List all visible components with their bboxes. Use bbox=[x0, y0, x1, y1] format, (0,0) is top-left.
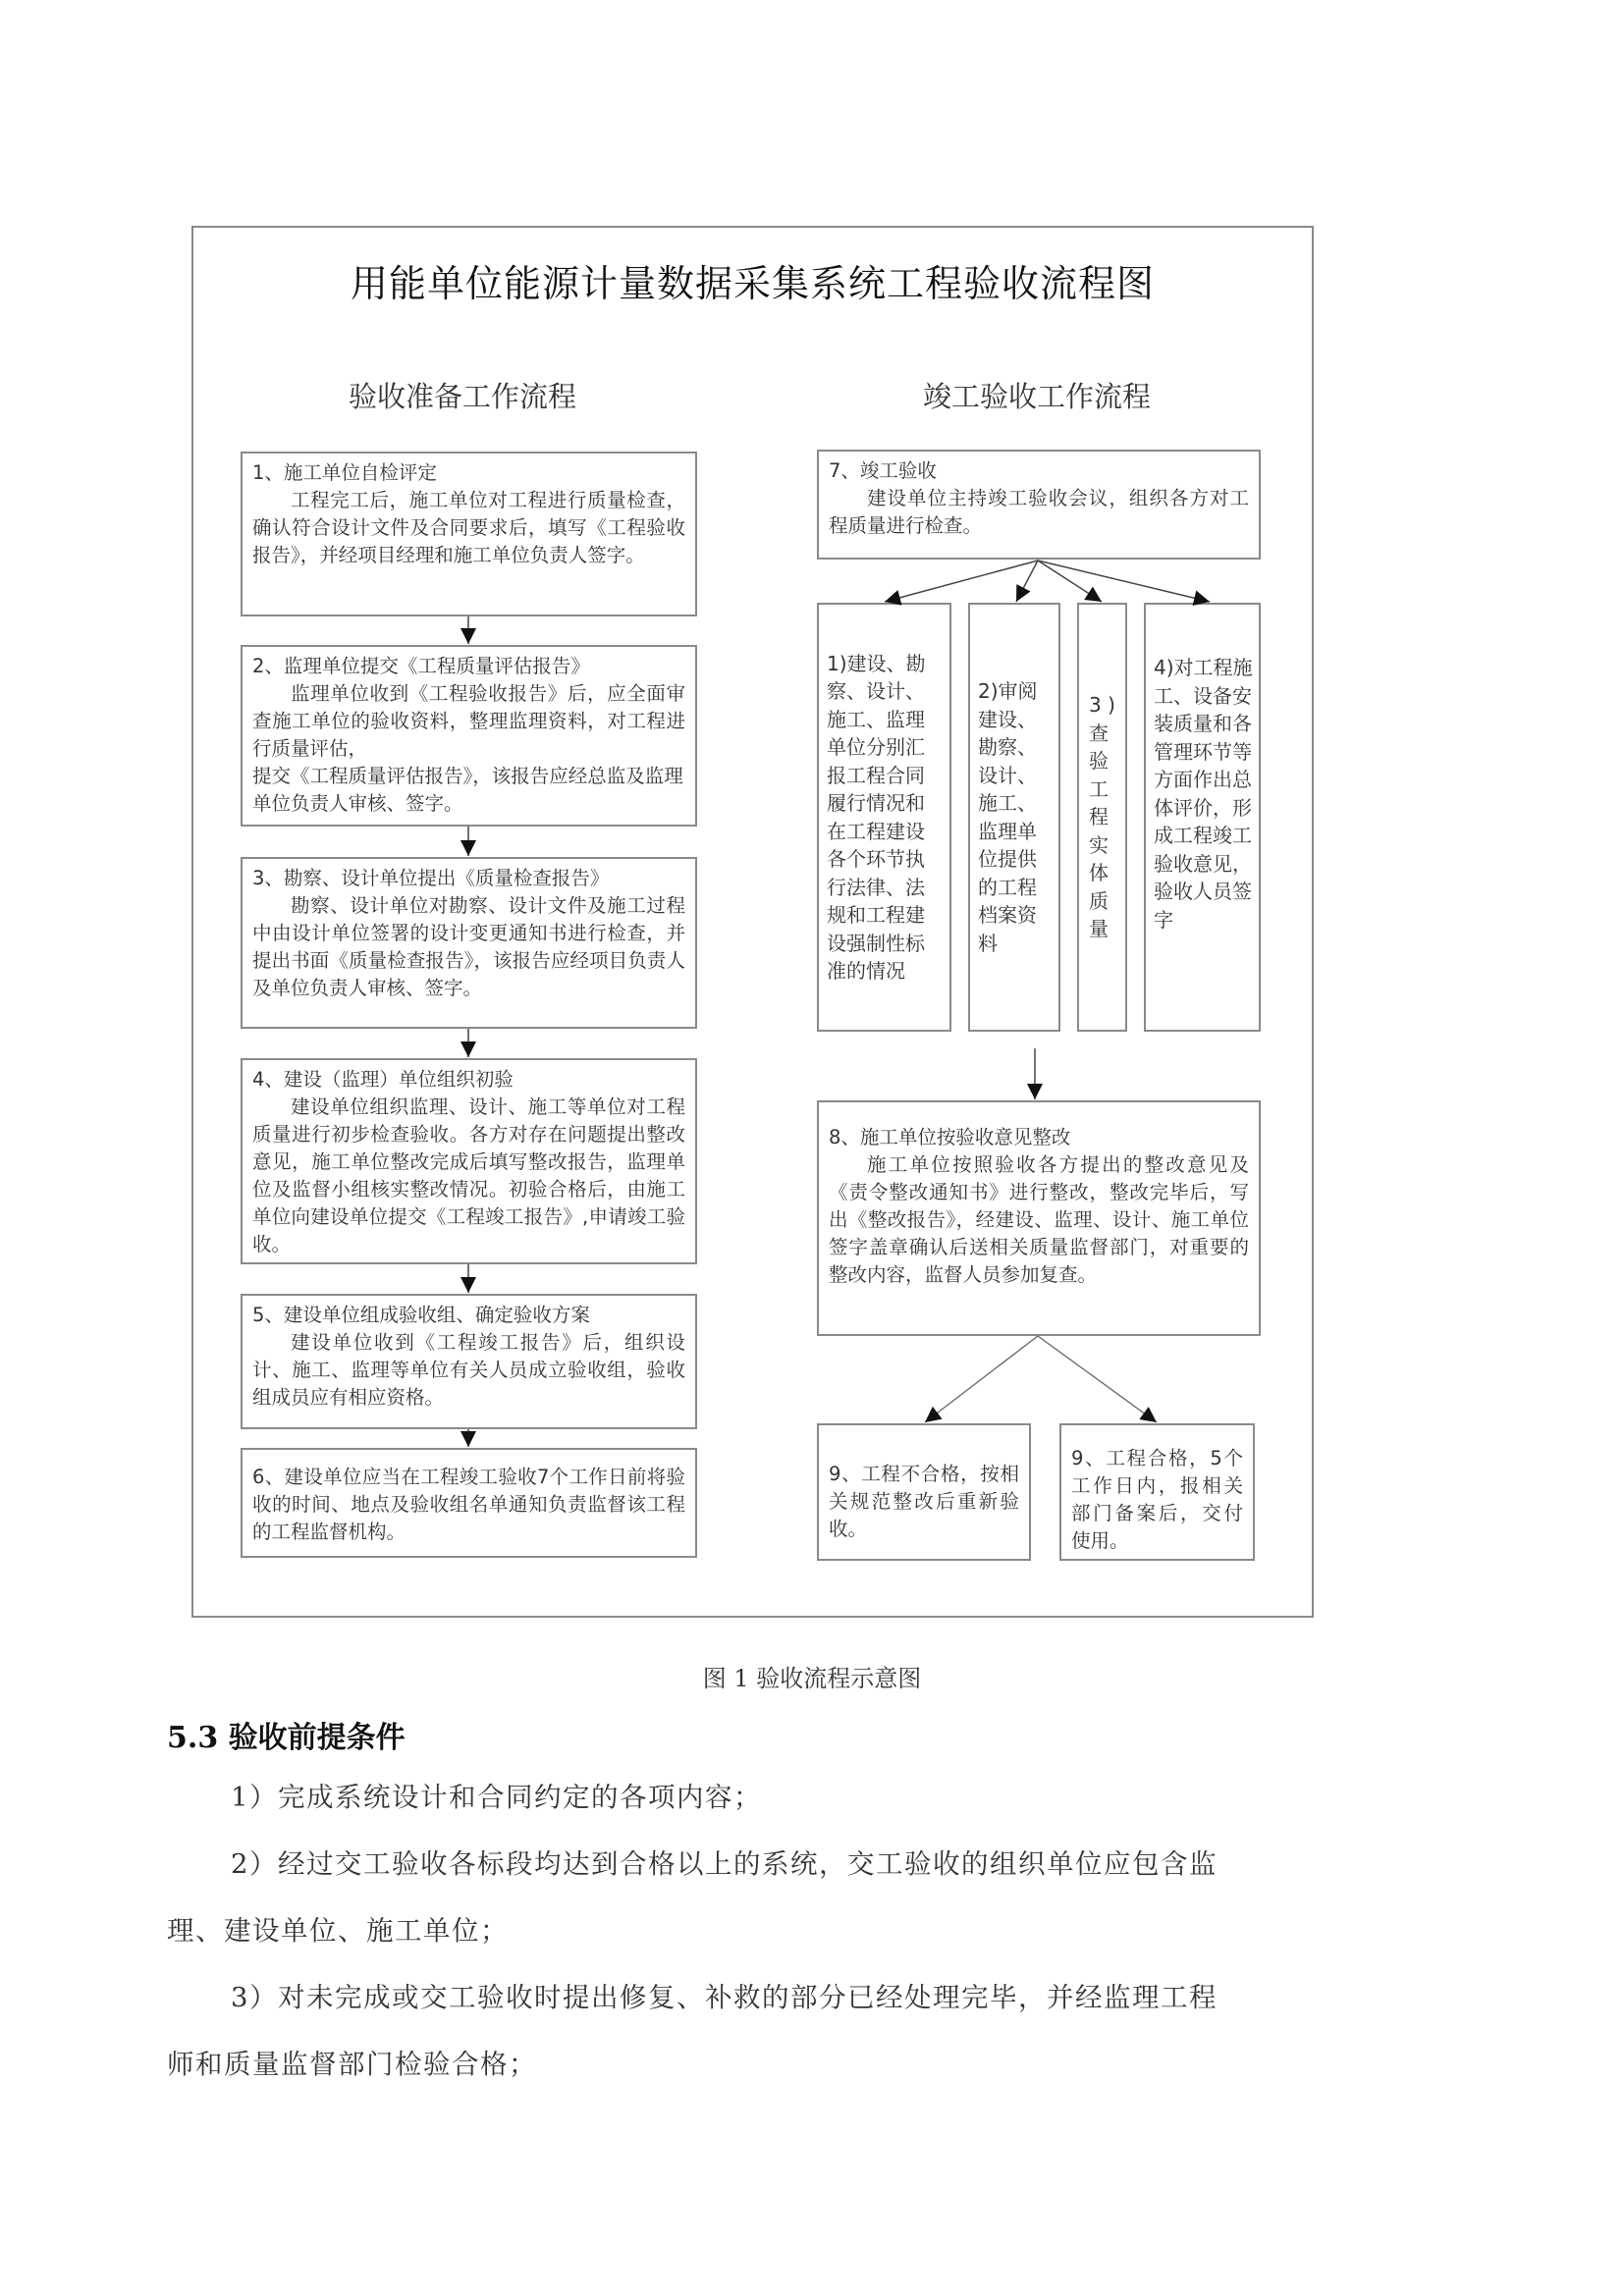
condition-text: 3）对未完成或交工验收时提出修复、补救的部分已经处理完毕，并经监理工程 bbox=[231, 1982, 1218, 2013]
step-heading: 7、竣工验收 bbox=[829, 459, 937, 482]
step-body: 工程完工后，施工单位对工程进行质量检查，确认符合设计文件及合同要求后，填写《工程验收报告》，并经项目经理和施工单位负责人签字。 bbox=[252, 489, 685, 566]
condition-2 bbox=[167, 1834, 1389, 1895]
outcome-text: 9、工程不合格，按相关规范整改后重新验收。 bbox=[829, 1463, 1019, 1540]
step-body: 建设单位组织监理、设计、施工等单位对工程质量进行初步检查验收。各方对存在问题提出整改意见，施工单位整改完成后填写整改报告，监理单位及监督小组核实整改情况。初验合格后，由施工单位向建设单位提交《工程竣工报告》,申请竣工验收。 bbox=[252, 1095, 685, 1255]
left-column-heading: 验收准备工作流程 bbox=[349, 380, 577, 413]
step-heading: 3、勘察、设计单位提出《质量检查报告》 bbox=[252, 867, 610, 889]
check-text: 3 )查验工程实体质量 bbox=[1089, 693, 1115, 941]
step-heading: 5、建设单位组成验收组、确定验收方案 bbox=[252, 1304, 590, 1326]
check-text: 2)审阅建设、勘察、设计、施工、监理单位提供的工程档案资料 bbox=[978, 679, 1038, 955]
condition-3-continued bbox=[167, 2034, 1389, 2095]
arrow-7-to-check-4 bbox=[1038, 561, 1210, 602]
step-body-continued: 提交《工程质量评估报告》，该报告应经总监及监理单位负责人审核、签字。 bbox=[252, 765, 683, 815]
outcome-text: 9、工程合格，5个工作日内，报相关部门备案后，交付使用。 bbox=[1071, 1447, 1243, 1552]
step-body: 建设单位收到《工程竣工报告》后，组织设计、施工、监理等单位有关人员成立验收组，验收组成员应有相应资格。 bbox=[252, 1331, 685, 1409]
step-heading: 4、建设（监理）单位组织初验 bbox=[252, 1068, 514, 1091]
step-body: 建设单位主持竣工验收会议，组织各方对工程质量进行检查。 bbox=[829, 487, 1249, 537]
condition-text: 1）完成系统设计和合同约定的各项内容； bbox=[231, 1782, 762, 1813]
arrow-7-to-check-2 bbox=[1016, 561, 1038, 602]
step-heading: 8、施工单位按验收意见整改 bbox=[829, 1126, 1071, 1148]
step-heading: 6、建设单位应当在工程竣工验收7个工作日前将验收的时间、地点及验收组名单通知负责监督该工程的工程监督机构。 bbox=[252, 1466, 685, 1543]
section-heading: 5.3 验收前提条件 bbox=[167, 1721, 406, 1755]
arrow-7-to-check-3 bbox=[1038, 561, 1102, 602]
condition-text: 理、建设单位、施工单位； bbox=[167, 1915, 509, 1947]
condition-3 bbox=[167, 1967, 1389, 2028]
condition-text: 2）经过交工验收各标段均达到合格以上的系统，交工验收的组织单位应包含监 bbox=[231, 1848, 1218, 1880]
condition-1 bbox=[167, 1767, 1389, 1828]
step-heading: 2、监理单位提交《工程质量评估报告》 bbox=[252, 655, 590, 677]
check-text: 4)对工程施工、设备安装质量和各管理环节等方面作出总体评价，形成工程竣工验收意见，验收人员签字 bbox=[1154, 656, 1253, 932]
condition-2-continued bbox=[167, 1900, 1389, 1961]
arrow-8-to-pass bbox=[1038, 1336, 1157, 1422]
check-text: 1)建设、勘察、设计、施工、监理单位分别汇报工程合同履行情况和在工程建设各个环节执行法律、法规和工程建设强制性标准的情况 bbox=[827, 651, 926, 983]
right-column-heading: 竣工验收工作流程 bbox=[923, 380, 1152, 413]
arrow-7-to-check-1 bbox=[885, 561, 1038, 602]
step-body: 监理单位收到《工程验收报告》后，应全面审查施工单位的验收资料，整理监理资料，对工程进行质量评估， bbox=[252, 682, 685, 760]
arrow-8-to-fail bbox=[925, 1336, 1038, 1422]
figure-caption: 图 1 验收流程示意图 bbox=[702, 1665, 922, 1692]
condition-text: 师和质量监督部门检验合格； bbox=[167, 2049, 537, 2080]
step-heading: 1、施工单位自检评定 bbox=[252, 461, 437, 484]
step-body: 施工单位按照验收各方提出的整改意见及《责令整改通知书》进行整改，整改完毕后，写出《整改报告》，经建设、监理、设计、施工单位签字盖章确认后送相关质量监督部门，对重要的整改内容，监督人员参加复查。 bbox=[829, 1153, 1249, 1286]
figure-title: 用能单位能源计量数据采集系统工程验收流程图 bbox=[350, 262, 1155, 305]
step-body: 勘察、设计单位对勘察、设计文件及施工过程中由设计单位签署的设计变更通知书进行检查，并提出书面《质量检查报告》，该报告应经项目负责人及单位负责人审核、签字。 bbox=[252, 894, 685, 999]
